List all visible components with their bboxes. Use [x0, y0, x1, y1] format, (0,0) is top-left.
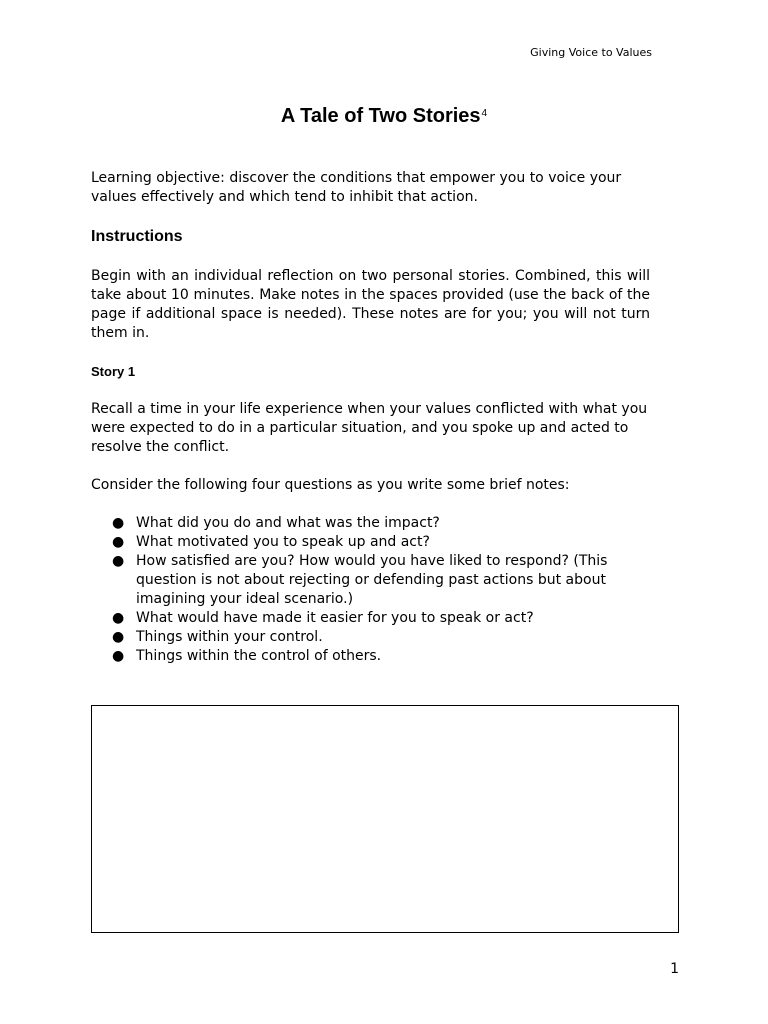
- question-text: How satisfied are you? How would you have liked to respond? (This question is not about rejecting or defending past actions but about imagining your ideal scenario.): [136, 553, 608, 607]
- question-text: What would have made it easier for you to speak or act?: [136, 610, 534, 626]
- question-item: [112, 514, 612, 533]
- instructions-heading: Instructions: [91, 228, 183, 245]
- question-item: [112, 552, 612, 609]
- question-item: [112, 609, 612, 628]
- question-item: [112, 647, 612, 666]
- bullet-icon: ●: [112, 610, 125, 626]
- question-text: Things within your control.: [136, 629, 323, 645]
- learning-objective: Learning objective: discover the conditions that empower you to voice your values effectively and which tend to inhibit that action.: [91, 170, 622, 205]
- question-list: [112, 514, 612, 666]
- bullet-icon: ●: [112, 515, 125, 531]
- page-title: [0, 104, 768, 128]
- instructions-body: Begin with an individual reflection on two personal stories. Combined, this will take about 10 minutes. Make notes in the spaces provided (use the back of the page if additional space is needed). These notes are for you; you will not turn them in.: [91, 268, 650, 341]
- story-1-body: Recall a time in your life experience when your values conflicted with what you were expected to do in a particular situation, and you spoke up and acted to resolve the conflict.: [91, 401, 648, 455]
- bullet-icon: ●: [112, 648, 125, 664]
- running-header: Giving Voice to Values: [530, 46, 652, 59]
- page-title-text: A Tale of Two Stories: [280, 105, 481, 127]
- bullet-icon: ●: [112, 553, 125, 569]
- title-footnote-marker: 4: [481, 108, 488, 119]
- question-item: [112, 533, 612, 552]
- question-item: [112, 628, 612, 647]
- notes-box[interactable]: [91, 705, 679, 933]
- question-text: Things within the control of others.: [136, 648, 382, 664]
- page-number: 1: [670, 961, 679, 977]
- bullet-icon: ●: [112, 629, 125, 645]
- question-text: What motivated you to speak up and act?: [136, 534, 430, 550]
- bullet-icon: ●: [112, 534, 125, 550]
- story-1-heading: Story 1: [91, 364, 136, 379]
- consider-prompt: Consider the following four questions as you write some brief notes:: [91, 477, 570, 493]
- question-text: What did you do and what was the impact?: [136, 515, 440, 531]
